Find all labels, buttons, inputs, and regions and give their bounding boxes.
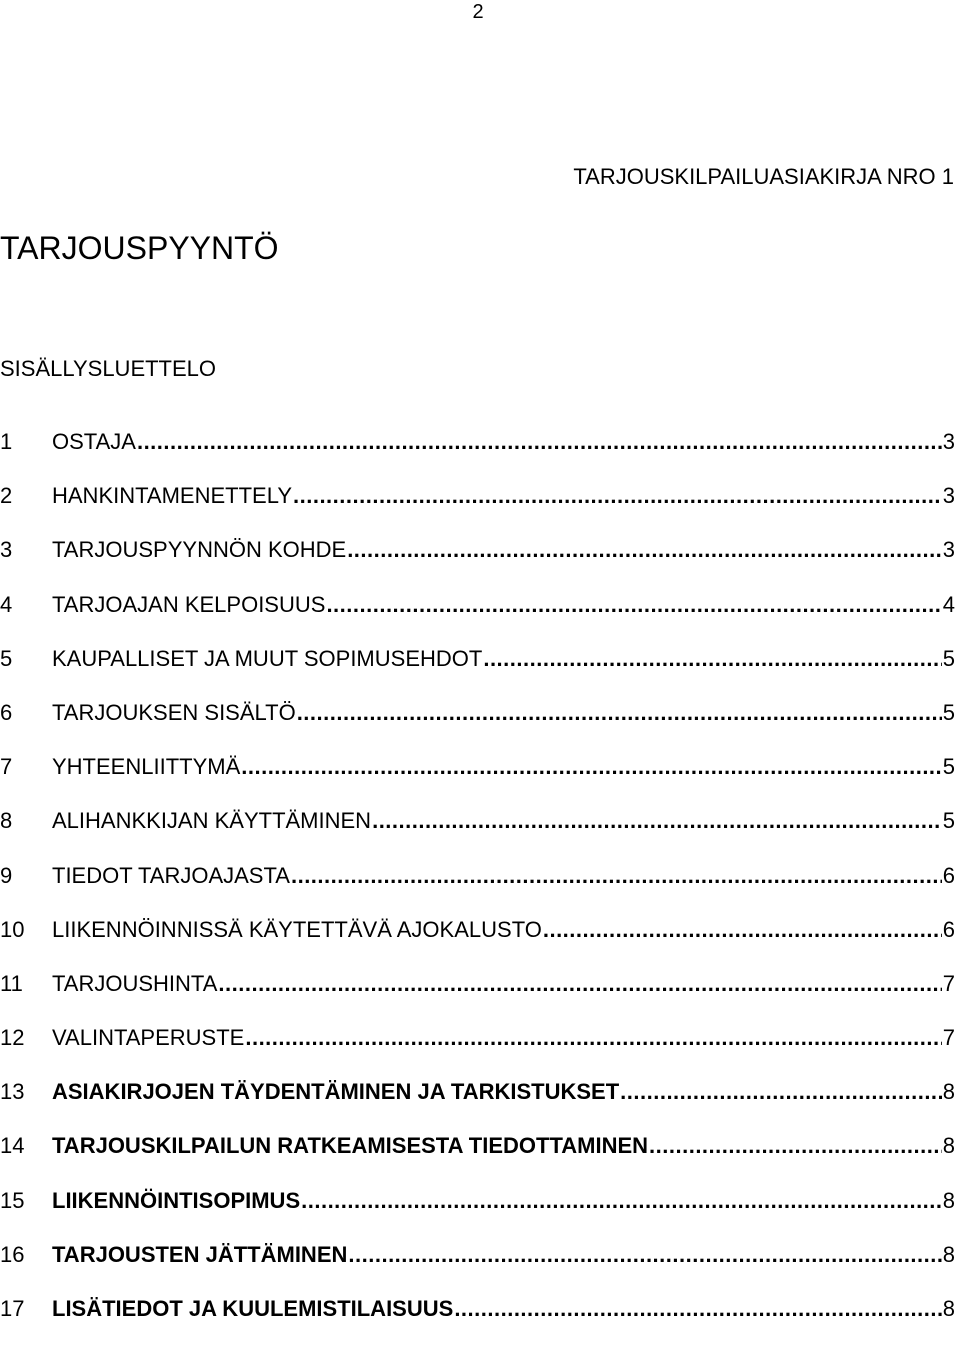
toc-entry-number: 10 xyxy=(0,916,25,942)
toc-entry-title: LIIKENNÖINNISSÄ KÄYTETTÄVÄ AJOKALUSTO xyxy=(52,916,542,942)
toc-entry-number: 15 xyxy=(0,1187,25,1213)
toc-entry[interactable] xyxy=(0,482,955,536)
toc-entry[interactable] xyxy=(0,753,955,807)
toc-entry-number: 2 xyxy=(0,483,13,509)
toc-entry-title: TARJOUSHINTA xyxy=(52,970,218,996)
toc-entry-page: 3 xyxy=(942,483,955,509)
dot-leader xyxy=(620,1078,942,1106)
toc-entry-page: 5 xyxy=(942,645,955,671)
toc-entry-title: TIEDOT TARJOAJASTA xyxy=(52,862,290,888)
toc-entry[interactable] xyxy=(0,1078,955,1132)
toc-entry-number: 12 xyxy=(0,1025,25,1051)
toc-heading: SISÄLLYSLUETTELO xyxy=(0,356,217,381)
toc-entry-page: 8 xyxy=(942,1241,955,1267)
dot-leader xyxy=(301,1187,942,1215)
toc-entry[interactable] xyxy=(0,645,955,699)
toc-entry-page: 3 xyxy=(942,537,955,563)
dot-leader xyxy=(293,482,942,510)
toc-entry-number: 1 xyxy=(0,429,13,454)
dot-leader xyxy=(291,862,942,890)
toc-entry-page: 4 xyxy=(942,591,955,617)
toc-entry-title: KAUPALLISET JA MUUT SOPIMUSEHDOT xyxy=(52,645,483,671)
toc-entry-number: 14 xyxy=(0,1133,25,1159)
toc-entry[interactable] xyxy=(0,916,955,970)
toc-entry-page: 8 xyxy=(942,1079,955,1105)
toc-entry-title: ASIAKIRJOJEN TÄYDENTÄMINEN JA TARKISTUKSET xyxy=(52,1079,620,1105)
toc-entry-page: 7 xyxy=(942,1025,955,1051)
toc-entry-number: 11 xyxy=(0,970,23,996)
toc-entry[interactable] xyxy=(0,591,955,645)
dot-leader xyxy=(245,1024,941,1052)
dot-leader xyxy=(218,970,941,998)
toc-entry-title: TARJOUKSEN SISÄLTÖ xyxy=(52,699,296,725)
toc-entry-number: 3 xyxy=(0,537,13,563)
toc-entry[interactable] xyxy=(0,1024,955,1078)
dot-leader xyxy=(649,1132,942,1160)
toc-entry[interactable] xyxy=(0,1241,955,1295)
toc-entry[interactable] xyxy=(0,428,955,482)
dot-leader xyxy=(297,699,942,727)
toc-entry[interactable] xyxy=(0,970,955,1024)
toc-entry-title: TARJOUSPYYNNÖN KOHDE xyxy=(52,537,347,563)
toc-entry-number: 17 xyxy=(0,1296,25,1321)
toc-entry-page: 3 xyxy=(942,429,955,454)
toc-entry-number: 4 xyxy=(0,591,13,617)
toc-entry-page: 5 xyxy=(942,699,955,725)
toc-entry-page: 8 xyxy=(942,1187,955,1213)
toc-entry[interactable] xyxy=(0,1132,955,1186)
dot-leader xyxy=(372,807,942,835)
toc-entry-number: 16 xyxy=(0,1241,25,1267)
dot-leader xyxy=(483,645,941,673)
dot-leader xyxy=(241,753,942,781)
toc-entry-number: 13 xyxy=(0,1079,25,1105)
toc-entry-title: TARJOAJAN KELPOISUUS xyxy=(52,591,326,617)
toc-entry-number: 9 xyxy=(0,862,13,888)
document-title: TARJOUSPYYNTÖ xyxy=(0,230,279,266)
toc-entry-page: 5 xyxy=(942,754,955,780)
dot-leader xyxy=(347,536,942,564)
toc-entry[interactable] xyxy=(0,699,955,753)
toc-entry-title: LISÄTIEDOT JA KUULEMISTILAISUUS xyxy=(52,1296,454,1321)
toc-entry[interactable] xyxy=(0,536,955,590)
toc-entry-page: 8 xyxy=(942,1296,955,1321)
document-label: TARJOUSKILPAILUASIAKIRJA NRO 1 xyxy=(573,164,954,189)
toc-entry-page: 6 xyxy=(942,916,955,942)
toc-entry-page: 5 xyxy=(942,808,955,834)
toc-entry-title: TARJOUSTEN JÄTTÄMINEN xyxy=(52,1241,348,1267)
toc-entry[interactable] xyxy=(0,807,955,861)
toc-entry-number: 5 xyxy=(0,645,13,671)
toc-entry-title: HANKINTAMENETTELY xyxy=(52,483,292,509)
toc-entry-title: VALINTAPERUSTE xyxy=(52,1025,245,1051)
dot-leader xyxy=(454,1295,941,1323)
toc-entry-number: 6 xyxy=(0,699,13,725)
toc-entry-title: OSTAJA xyxy=(52,429,136,454)
toc-entry-number: 7 xyxy=(0,754,13,780)
page-number: 2 xyxy=(472,1,484,23)
toc-entry-number: 8 xyxy=(0,808,13,834)
dot-leader xyxy=(348,1241,941,1269)
dot-leader xyxy=(137,428,942,456)
toc-entry[interactable] xyxy=(0,862,955,916)
toc-entry[interactable] xyxy=(0,1187,955,1241)
toc-entry-title: ALIHANKKIJAN KÄYTTÄMINEN xyxy=(52,808,372,834)
dot-leader xyxy=(326,591,941,619)
toc-entry-page: 6 xyxy=(942,862,955,888)
table-of-contents xyxy=(0,428,955,1349)
toc-entry[interactable] xyxy=(0,1295,955,1349)
toc-entry-page: 8 xyxy=(942,1133,955,1159)
toc-entry-page: 7 xyxy=(942,970,955,996)
toc-entry-title: YHTEENLIITTYMÄ xyxy=(52,754,241,780)
dot-leader xyxy=(543,916,942,944)
toc-entry-title: TARJOUSKILPAILUN RATKEAMISESTA TIEDOTTAMINEN xyxy=(52,1133,649,1159)
toc-entry-title: LIIKENNÖINTISOPIMUS xyxy=(52,1187,301,1213)
